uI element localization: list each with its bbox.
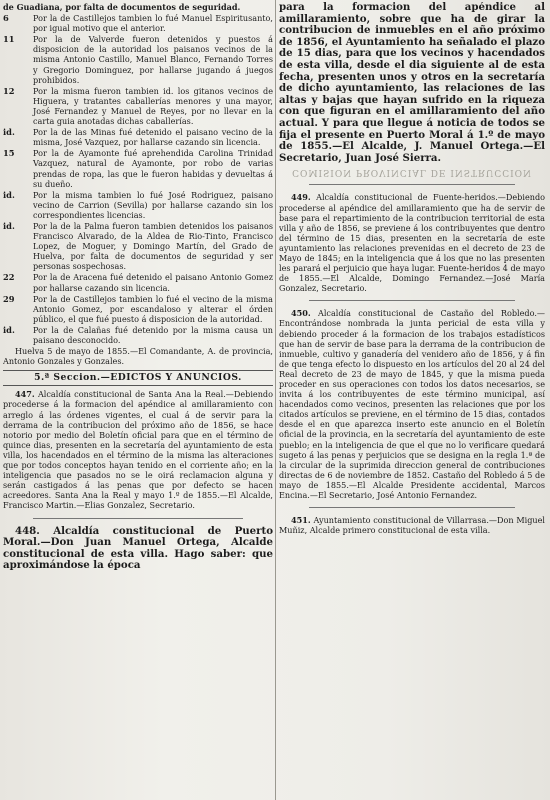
entry-number: 29 — [3, 293, 15, 304]
entry-text: Por la misma tambien lo fué José Rodriguez, paisano vecino de Carrion (Sevilla) por hallarse cazando sin los correspondientes licencias. — [33, 189, 273, 220]
list-item — [3, 221, 273, 271]
text-block: para la formacion del apéndice al amillaramiento, sobre que ha de girar la contribucion de inmuebles en el año próximo de 1856, el Ayuntamiento ha señalado el plazo de 15 dias, para que los vecinos y hacendados de esta villa, desde el dia siguiente al de esta fecha, presenten unos y otros en la secretaría de dicho ayuntamiento, las relaciones de las altas y bajas que hayan sufrido en la riqueza con que figuran en el amillaramiento del año actual. Y para que llegue á noticia de todos se fija el presente en Puerto Moral á 1.º de mayo de 1855.—El Alcalde, J. Manuel Ortega.—El Secretario, Juan José Sierra. — [279, 2, 545, 164]
bleed-through-text: COMISION PROVINCIAL DE INSTRUCCION — [292, 167, 532, 178]
text-block: de Guadiana, por falta de documentos de seguridad. — [3, 2, 241, 12]
entry-text: Por la de Calañas fué detenido por la misma causa un paisano desconocido. — [33, 324, 273, 345]
entry-number: 12 — [3, 85, 15, 96]
entry-number: id. — [3, 189, 15, 200]
entry-text: Alcaldía constitucional de Castaño del Robledo.—Encontrándose nombrada la junta pericial de esta villa y debiendo proceder á la formacion de los trabajos estadísticos que han de servir de base para la derrama de la contribucion de inmueble, cultivo y ganadería del venidero año de 1856, y á fin de que tenga efecto lo dispuesto en los artículos del 20 al 24 del Real decreto de 23 de mayo de 1845, y que la misma pueda proceder en sus operaciones con todos los datos necesarios, se invita á los contribuyentes de este término municipal, así hacendados como vecinos, presenten las relaciones que por los citados artículos se previene, en el término de 15 dias, contados desde el en que aparezca inserto este anuncio en el Boletín oficial de la provincia, en la secretaría del ayuntamiento de este pueblo; en la inteligencia de que el que no lo verificare quedará sugeto á las penas y perjuicios que se designa en la regla 1.ª de la circular de la suprimida direccion general de contribuciones directas de 6 de noviembre de 1852. Castaño del Robledo á 5 de mayo de 1855.—El Alcalde Presidente accidental, Marcos Encina.—El Secretario, José Antonio Fernandez. — [279, 308, 545, 501]
list-item — [3, 190, 273, 220]
divider-line — [309, 507, 515, 508]
entry-number: 22 — [3, 272, 15, 283]
list-item — [3, 86, 273, 126]
entry-text: Por la misma fueron tambien id. los gitanos vecinos de Higuera, y tratantes caballerías menores y una mayor, José Fernandez y Manuel de Reyes, por no llevar en la carta guia anotadas dichas caballerías. — [33, 85, 273, 127]
entry-text: Alcaldía constitucional de Santa Ana la Real.—Debiendo procederse á la formacion del apéndice al amillaramiento con arreglo á las órdenes vigentes, el cual á de servir para la derrama de la contribucion del próximo año de 1856, se hace notorio por medio del Boletín oficial para que en el término de quince dias, presenten en la secretaría del ayuntamiento de esta villa, los hacendados en el término de la misma las alteraciones que por todos conceptos hayan tenido en el corriente año; en la inteligencia que pasados no se le oirá reclamacion alguna y serán castigados á las penas que por defecto se hacen acreedores. Santa Ana la Real y mayo 1.º de 1855.—El Alcalde, Francisco Martin.—Elias Gonzalez, Secretario. — [3, 389, 273, 511]
entry-text: Por la de Aracena fué detenido el paisano Antonio Gomez por hallarse cazando sin licencia. — [33, 272, 273, 293]
right-column — [279, 2, 545, 536]
text-block — [279, 308, 545, 500]
left-column — [3, 2, 273, 573]
entry-text: Por la de Ayamonte fué aprehendida Carolina Trinidad Vazquez, natural de Ayamonte, por robo de varias prendas de ropa, las que le fueron habidas y devueltas á su dueño. — [33, 148, 273, 189]
entry-number: 447. — [15, 389, 35, 400]
column-divider — [275, 0, 276, 800]
section-heading: 5.ª Seccion.—EDICTOS Y ANUNCIOS. — [3, 370, 273, 386]
entry-text: Por la de Castillejos tambien lo fué el vecino de la misma Antonio Gomez, por escandaloso y alterar el órden público, el que fué puesto á disposicion de la autoridad. — [33, 293, 273, 324]
entry-number: 451. — [291, 515, 311, 526]
entry-text: Ayuntamiento constitucional de Villarrasa.—Don Miguel Muñiz, Alcalde primero constitucional de esta villa. — [279, 515, 545, 536]
signature-line: Huelva 5 de mayo de 1855.—El Comandante, A. de provincia, Antonio Gonzales y Gonzales. — [3, 346, 273, 367]
entry-number: 6 — [3, 13, 9, 24]
entry-text: Por la de la Palma fueron tambien detenidos los paisanos Francisco Alvarado, de la Aldea de Rio-Tinto, Francisco Lopez, de Moguer, y Domingo Martín, del Grado de Huelva, por falta de documentos de seguridad y ser personas sospechosas. — [33, 220, 273, 272]
divider-line — [33, 518, 243, 519]
list-item — [3, 34, 273, 84]
entry-text: Alcaldía constitucional de Fuente-heridos.—Debiendo procederse al apéndice del amillaramiento que ha de servir de base para el repartimiento de la contribucion territorial de esta villa y año de 1856, se previene á los contribuyentes que dentro del término de 15 dias, presenten en la secretaría de este ayuntamiento las relaciones prevenidas en el decreto de 23 de Mayo de 1845; en la inteligencia que á los que no las presenten les parará el perjuicio que haya lugar. Fuente-heridos 4 de mayo de 1855.—El Alcalde, Domingo Fernandez.—José María Gonzalez, Secretario. — [279, 192, 545, 294]
entry-number: id. — [3, 127, 15, 138]
list-item — [3, 272, 273, 292]
entry-text: Por la de Castillejos tambien lo fué Manuel Espiritusanto, por igual motivo que el anterior. — [33, 13, 273, 34]
entry-text: Por la de las Minas fué detenido el paisano vecino de la misma, José Vazquez, por hallarse cazando sin licencia. — [33, 127, 273, 148]
entry-text: Por la de Valverde fueron detenidos y puestos á disposicion de la autoridad los paisanos vecinos de la misma Antonio Castillo, Manuel Blanco, Fernando Torres y Gregorio Dominguez, por hallarse jugando á juegos prohibidos. — [33, 34, 273, 85]
text-block — [279, 192, 545, 293]
list-item — [3, 127, 273, 147]
text-block — [3, 389, 273, 510]
entry-number: 450. — [291, 308, 311, 319]
divider-line — [309, 300, 515, 301]
list-item — [3, 148, 273, 188]
entry-number: 11 — [3, 34, 15, 45]
list-item — [3, 13, 273, 33]
text-block — [3, 526, 273, 572]
entry-text: Alcaldía constitucional de Puerto Moral.—Don Juan Manuel Ortega, Alcalde constitucional de esta villa. Hago saber: que aproximándose la época — [3, 524, 273, 572]
entry-number: 15 — [3, 148, 15, 159]
divider-line — [309, 184, 515, 185]
entry-number: 448. — [15, 524, 40, 537]
entry-number: id. — [3, 220, 15, 231]
list-item — [3, 325, 273, 345]
entry-number: 449. — [291, 192, 311, 203]
text-block — [279, 515, 545, 535]
entry-number: id. — [3, 324, 15, 335]
list-item — [3, 294, 273, 324]
